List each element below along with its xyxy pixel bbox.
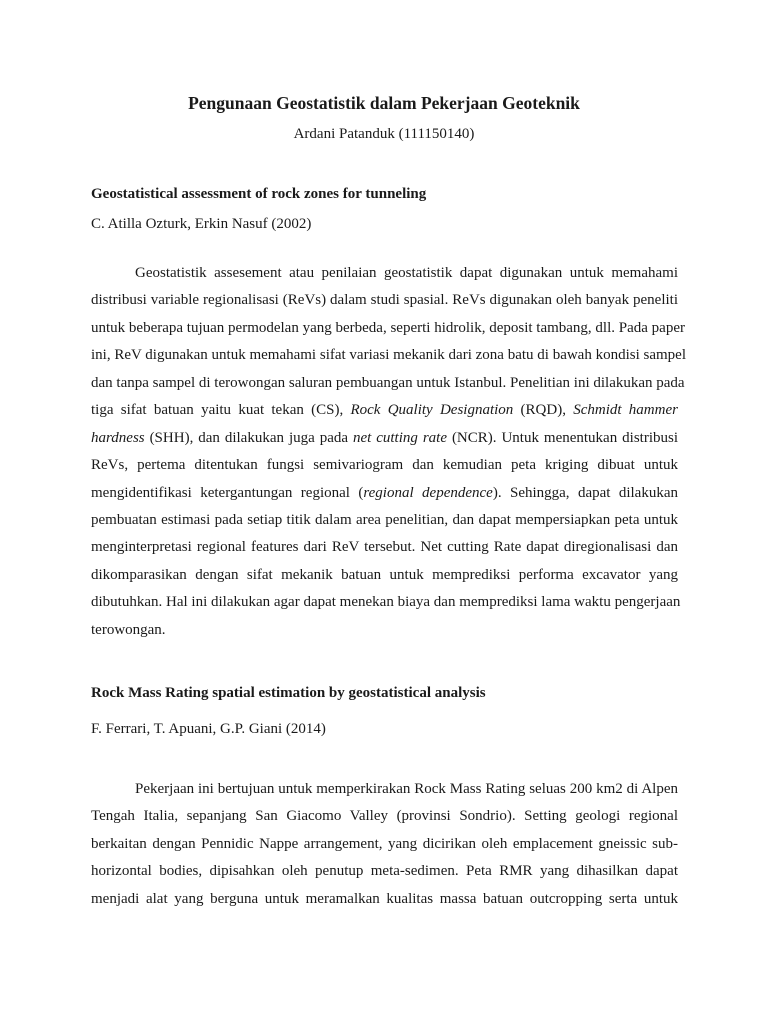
section-paragraph bbox=[91, 260, 686, 644]
paragraph-line bbox=[91, 397, 678, 424]
paragraph-line bbox=[91, 562, 678, 589]
section-authors: F. Ferrari, T. Apuani, G.P. Giani (2014) bbox=[91, 721, 326, 737]
paragraph-line bbox=[91, 315, 685, 342]
section-title: Rock Mass Rating spatial estimation by geostatistical analysis bbox=[91, 685, 486, 701]
paragraph-line bbox=[91, 534, 678, 561]
text-run: mengidentifikasi ketergantungan regional ( bbox=[91, 484, 364, 501]
paragraph-line bbox=[91, 452, 678, 479]
text-run: berkaitan dengan Pennidic Nappe arrangement, yang dicirikan oleh emplacement gneissic sub- bbox=[91, 835, 678, 852]
paragraph-line bbox=[91, 776, 678, 803]
text-run: menjadi alat yang berguna untuk meramalkan kualitas massa batuan outcropping serta untuk bbox=[91, 890, 678, 907]
paragraph-line bbox=[91, 886, 678, 913]
document-author: Ardani Patanduk (111150140) bbox=[293, 126, 475, 142]
paragraph-line bbox=[91, 287, 678, 314]
text-run: terowongan. bbox=[91, 621, 166, 638]
italic-term: hardness bbox=[91, 429, 145, 446]
text-run: Pekerjaan ini bertujuan untuk memperkirakan Rock Mass Rating seluas 200 km2 di Alpen bbox=[135, 781, 678, 797]
paragraph-line bbox=[91, 480, 678, 507]
text-run: dikomparasikan dengan sifat mekanik batuan untuk memprediksi performa excavator yang bbox=[91, 566, 678, 583]
section-title: Geostatistical assessment of rock zones for tunneling bbox=[91, 186, 427, 202]
text-run: tiga sifat batuan yaitu kuat tekan (CS), bbox=[91, 402, 351, 419]
text-run: ReVs, pertema ditentukan fungsi semivariogram dan kemudian peta kriging dibuat untuk bbox=[91, 457, 678, 474]
text-run: pembuatan estimasi pada setiap titik dalam area penelitian, dan dapat mempersiapkan peta untuk bbox=[91, 511, 678, 528]
paragraph-line bbox=[91, 831, 678, 858]
section-paragraph bbox=[91, 776, 678, 913]
text-run: menginterpretasi regional features dari ReV tersebut. Net cutting Rate dapat diregionalisasi dan bbox=[91, 539, 678, 556]
text-run: distribusi variable regionalisasi (ReVs) dalam studi spasial. ReVs digunakan oleh banyak peneliti bbox=[91, 292, 678, 309]
paragraph-line bbox=[91, 370, 685, 397]
italic-term: net cutting rate bbox=[352, 429, 447, 446]
paragraph-line bbox=[91, 858, 678, 885]
paragraph-line bbox=[91, 589, 681, 616]
text-run: ini, ReV digunakan untuk memahami sifat variasi mekanik dari zona batu di bawah kondisi sampel bbox=[91, 347, 686, 364]
text-run: Geostatistik assesement atau penilaian geostatistik dapat digunakan untuk memahami bbox=[135, 265, 678, 281]
section-authors: C. Atilla Ozturk, Erkin Nasuf (2002) bbox=[91, 216, 312, 232]
text-run: ). Sehingga, dapat dilakukan bbox=[492, 484, 678, 501]
paragraph-line bbox=[91, 425, 678, 452]
text-run: dibutuhkan. Hal ini dilakukan agar dapat menekan biaya dan memprediksi lama waktu pengerjaan bbox=[91, 594, 681, 611]
document-title: Pengunaan Geostatistik dalam Pekerjaan Geoteknik bbox=[188, 93, 580, 113]
italic-term: Rock Quality Designation bbox=[350, 402, 514, 419]
paragraph-line bbox=[91, 617, 678, 644]
paragraph-line bbox=[91, 342, 686, 369]
text-run: Tengah Italia, sepanjang San Giacomo Valley (provinsi Sondrio). Setting geologi regional bbox=[91, 808, 678, 825]
paragraph-line bbox=[91, 803, 678, 830]
paragraph-line bbox=[91, 260, 678, 287]
italic-term: Schmidt hammer bbox=[573, 402, 678, 419]
text-run: untuk beberapa tujuan permodelan yang berbeda, seperti hidrolik, deposit tambang, dll. Pada paper bbox=[91, 319, 685, 336]
paragraph-line bbox=[91, 507, 678, 534]
text-run: (SHH), dan dilakukan juga pada bbox=[144, 429, 353, 446]
italic-term: regional dependence bbox=[363, 484, 493, 501]
text-run: dan tanpa sampel di terowongan saluran pembuangan untuk Istanbul. Penelitian ini dilakukan pada bbox=[91, 374, 685, 391]
text-run: (RQD), bbox=[513, 402, 574, 419]
text-run: horizontal bodies, dipisahkan oleh penutup meta-sedimen. Peta RMR yang dihasilkan dapat bbox=[91, 863, 678, 880]
text-run: (NCR). Untuk menentukan distribusi bbox=[447, 429, 678, 446]
